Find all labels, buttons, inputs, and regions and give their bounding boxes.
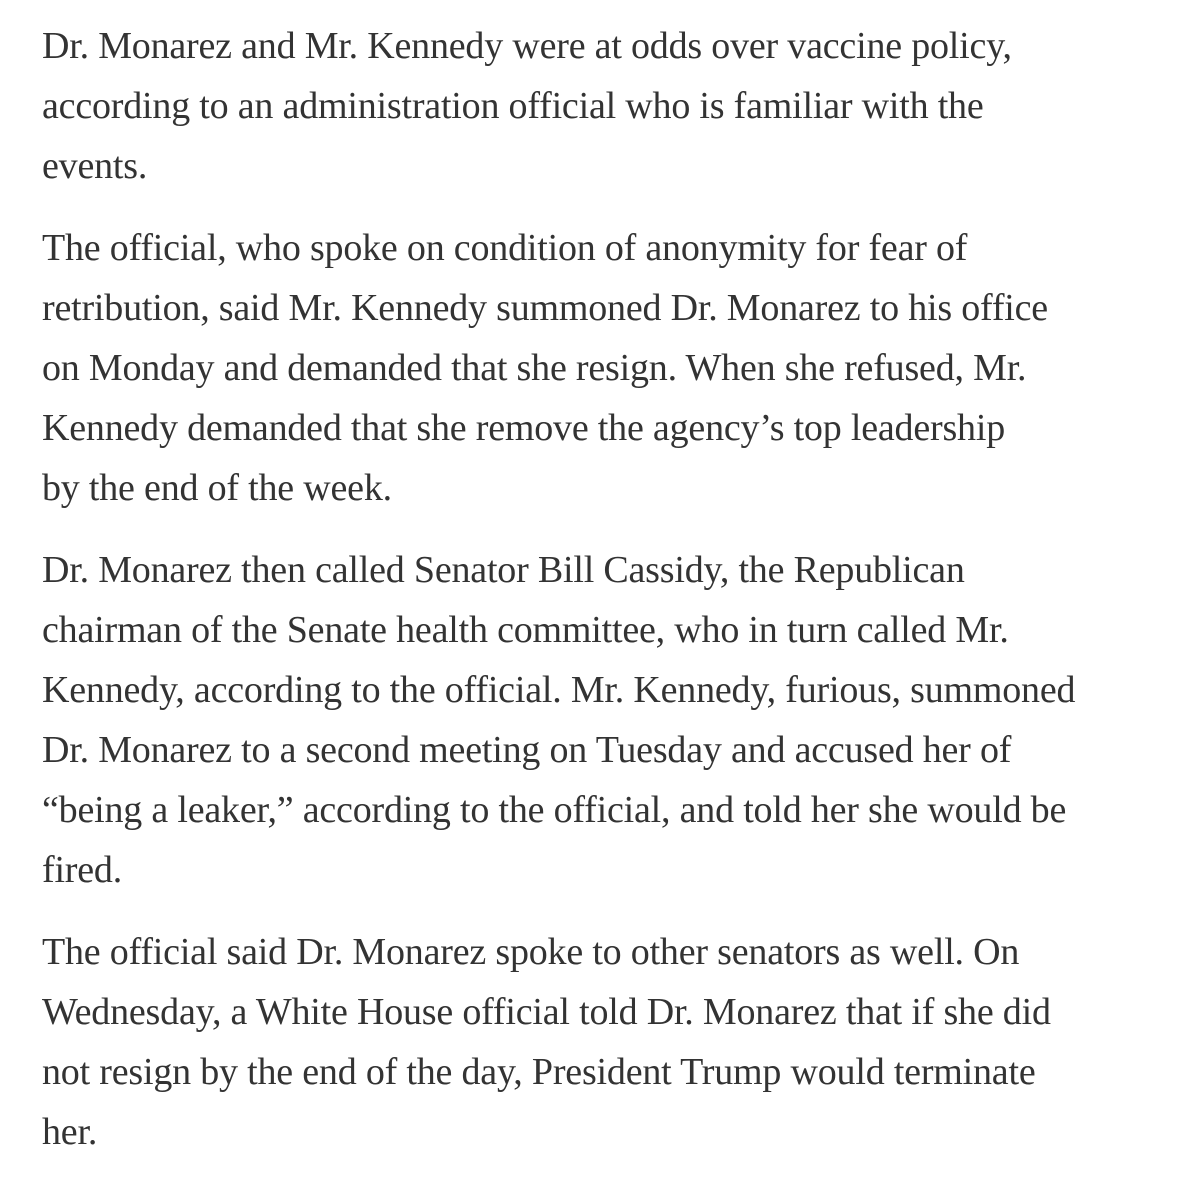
paragraph-line: according to an administration official who is familiar with the	[42, 85, 984, 127]
paragraph-line: events.	[42, 145, 148, 187]
paragraph-1	[42, 16, 1192, 196]
paragraph-3	[42, 540, 1192, 900]
paragraph-line: her.	[42, 1111, 98, 1153]
paragraph-line: “being a leaker,” according to the official, and told her she would be	[42, 789, 1067, 831]
paragraph-line: Kennedy, according to the official. Mr. Kennedy, furious, summoned	[42, 669, 1076, 711]
paragraph-line: The official said Dr. Monarez spoke to other senators as well. On	[42, 931, 1020, 973]
paragraph-line: Dr. Monarez and Mr. Kennedy were at odds over vaccine policy,	[42, 25, 1012, 67]
paragraph-line: Dr. Monarez to a second meeting on Tuesday and accused her of	[42, 729, 1012, 771]
paragraph-line: on Monday and demanded that she resign. When she refused, Mr.	[42, 347, 1027, 389]
paragraph-line: Kennedy demanded that she remove the agency’s top leadership	[42, 407, 1005, 449]
paragraph-line: Wednesday, a White House official told Dr. Monarez that if she did	[42, 991, 1051, 1033]
article-body	[42, 16, 1192, 1184]
paragraph-line: by the end of the week.	[42, 467, 392, 509]
paragraph-line: retribution, said Mr. Kennedy summoned Dr. Monarez to his office	[42, 287, 1048, 329]
paragraph-line: fired.	[42, 849, 123, 891]
paragraph-line: chairman of the Senate health committee, who in turn called Mr.	[42, 609, 1009, 651]
paragraph-4	[42, 922, 1192, 1162]
paragraph-2	[42, 218, 1192, 518]
paragraph-line: Dr. Monarez then called Senator Bill Cassidy, the Republican	[42, 549, 965, 591]
paragraph-line: not resign by the end of the day, President Trump would terminate	[42, 1051, 1036, 1093]
paragraph-line: The official, who spoke on condition of anonymity for fear of	[42, 227, 968, 269]
